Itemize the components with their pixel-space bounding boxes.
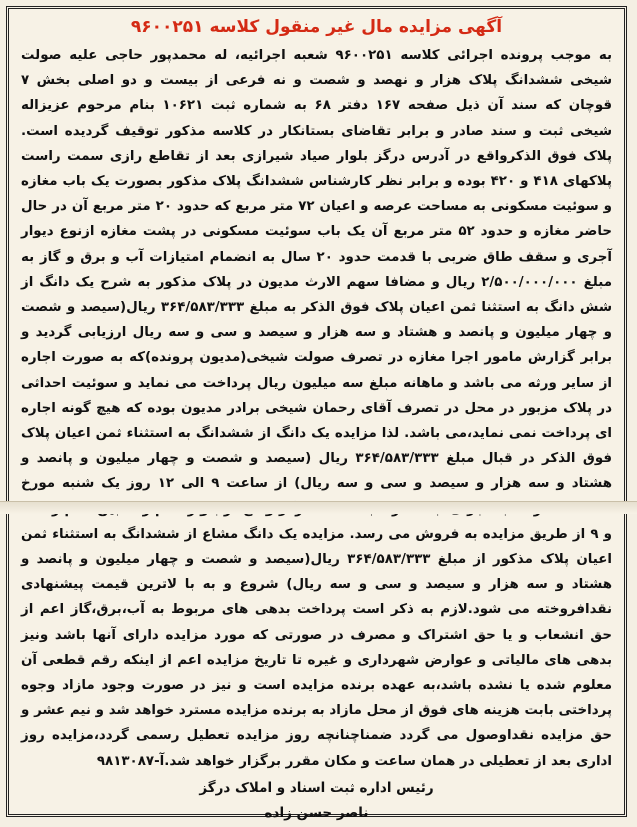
notice-paragraph: به موجب پرونده اجرائی کلاسه ۹۶۰۰۲۵۱ شعبه اجرائیه، له محمدپور حاجی علیه صولت شیخی ششدانگ پلاک هزار و نهصد و شصت و نه فرعی از بیست و دو اصلی بخش ۷ قوچان که سند آن ذیل صفحه ۱۶۷ دفتر ۶۸ به شماره ثبت ۱۰۶۲۱ بنام مرحوم عزیزاله شیخی ثبت و سند صادر و برابر تقاضای بستانکار در کلاسه مذکور توقیف گردیده است. پلاک فوق الذکرواقع در آدرس درگز بلوار صیاد شیرازی بعد از تقاطع رازی سمت راست پلاکهای ۴۱۸ و ۴۲۰ بوده و برابر نظر کارشناس ششدانگ پلاک مذکور بصورت یک باب مغازه و سوئیت مسکونی به مساحت عرصه و اعیان ۷۲ متر مربع که حدود ۲۰ متر مربع آن در حال حاضر مغازه و حدود ۵۲ متر مربع آن یک باب سوئیت مسکونی در پشت مغازه ازنوع دیوار آجری و سقف طاق ضربی با قدمت حدود ۲۰ سال به انضمام امتیازات آب و برق و گاز به مبلغ ۲/۵۰۰/۰۰۰/۰۰۰ ریال و مضافا سهم الارث مدیون در پلاک مذکور به شرح یک دانگ از شش دانگ به استثنا ثمن اعیان پلاک فوق الذکر به مبلغ ۳۶۴/۵۸۳/۳۳۳ ریال(سیصد و شصت و چهار میلیون و پانصد و هشتاد و سه هزار و سیصد و سی و سه ریال ارزیابی گردید و برابر گزارش مامور اجرا مغازه در تصرف صولت شیخی(مدیون پرونده)که به صورت اجاره از سایر ورثه می باشد و ماهانه مبلغ سه میلیون ریال پرداخت می نماید و سوئیت احداثی در پلاک مزبور در محل در تصرف آقای رحمان شیخی برادر مدیون بوده که هیچ گونه اجاره ای پرداخت نمی نماید،می باشد. لذا مزایده یک دانگ از ششدانگ به استثناء ثمن اعیان پلاک فوق الذکر در قبال مبلغ ۳۶۴/۵۸۳/۳۳۳ ریال (سیصد و شصت و چهار میلیون و پانصد و هشتاد و سه هزار و سیصد و سی و سه ریال) از ساعت ۹ الی ۱۲ روز یک شنبه مورخ و ۹ از طریق مزایده به فروش می رسد. مزایده یک دانگ مشاع از ششدانگ به استثناء ثمن اعیان پلاک مذکور از مبلغ ۳۶۴/۵۸۳/۳۳۳ ریال(سیصد و شصت و چهار میلیون و پانصد و هشتاد و سه هزار و سیصد و سی و سه ریال) شروع و به با لاترین قیمت پیشنهادی نقدافروخته می شود.لازم به ذکر است پرداخت بدهی های مربوط به آب،برق،گاز اعم از حق انشعاب و یا حق اشتراک و مصرف در صورتی که مورد مزایده دارای آنها باشد ونیز بدهی های مالیاتی و عوارض شهرداری و غیره تا تاریخ مزایده اعم از اینکه رقم قطعی آن معلوم شده یا نشده باشد،به عهده برنده مزایده است و نیز در صورت وجود مازاد وجوه پرداختی بابت هزینه های فوق از محل مازاد به برنده مزایده مسترد خواهد شد و نیم عشر و حق مزایده نقداوصول می گردد ضمناچنانچه روز مزایده تعطیل رسمی گردد،مزایده روز اداری بعد از تعطیلی در همان ساعت و مکان مقرر برگزار خواهد شد.آ-۹۸۱۳۰۸۷ [21,48,613,769]
notice-frame [6,6,627,821]
notice-title: آگهی مزایده مال غیر منقول کلاسه ۹۶۰۰۲۵۱ [130,17,503,37]
signature-block [9,776,624,826]
notice-body [21,43,612,774]
signature-name: ناصر حسن زاده [264,804,369,821]
signature-role: رئیس اداره ثبت اسناد و املاک درگز [199,779,434,796]
paper-fold [0,501,637,514]
